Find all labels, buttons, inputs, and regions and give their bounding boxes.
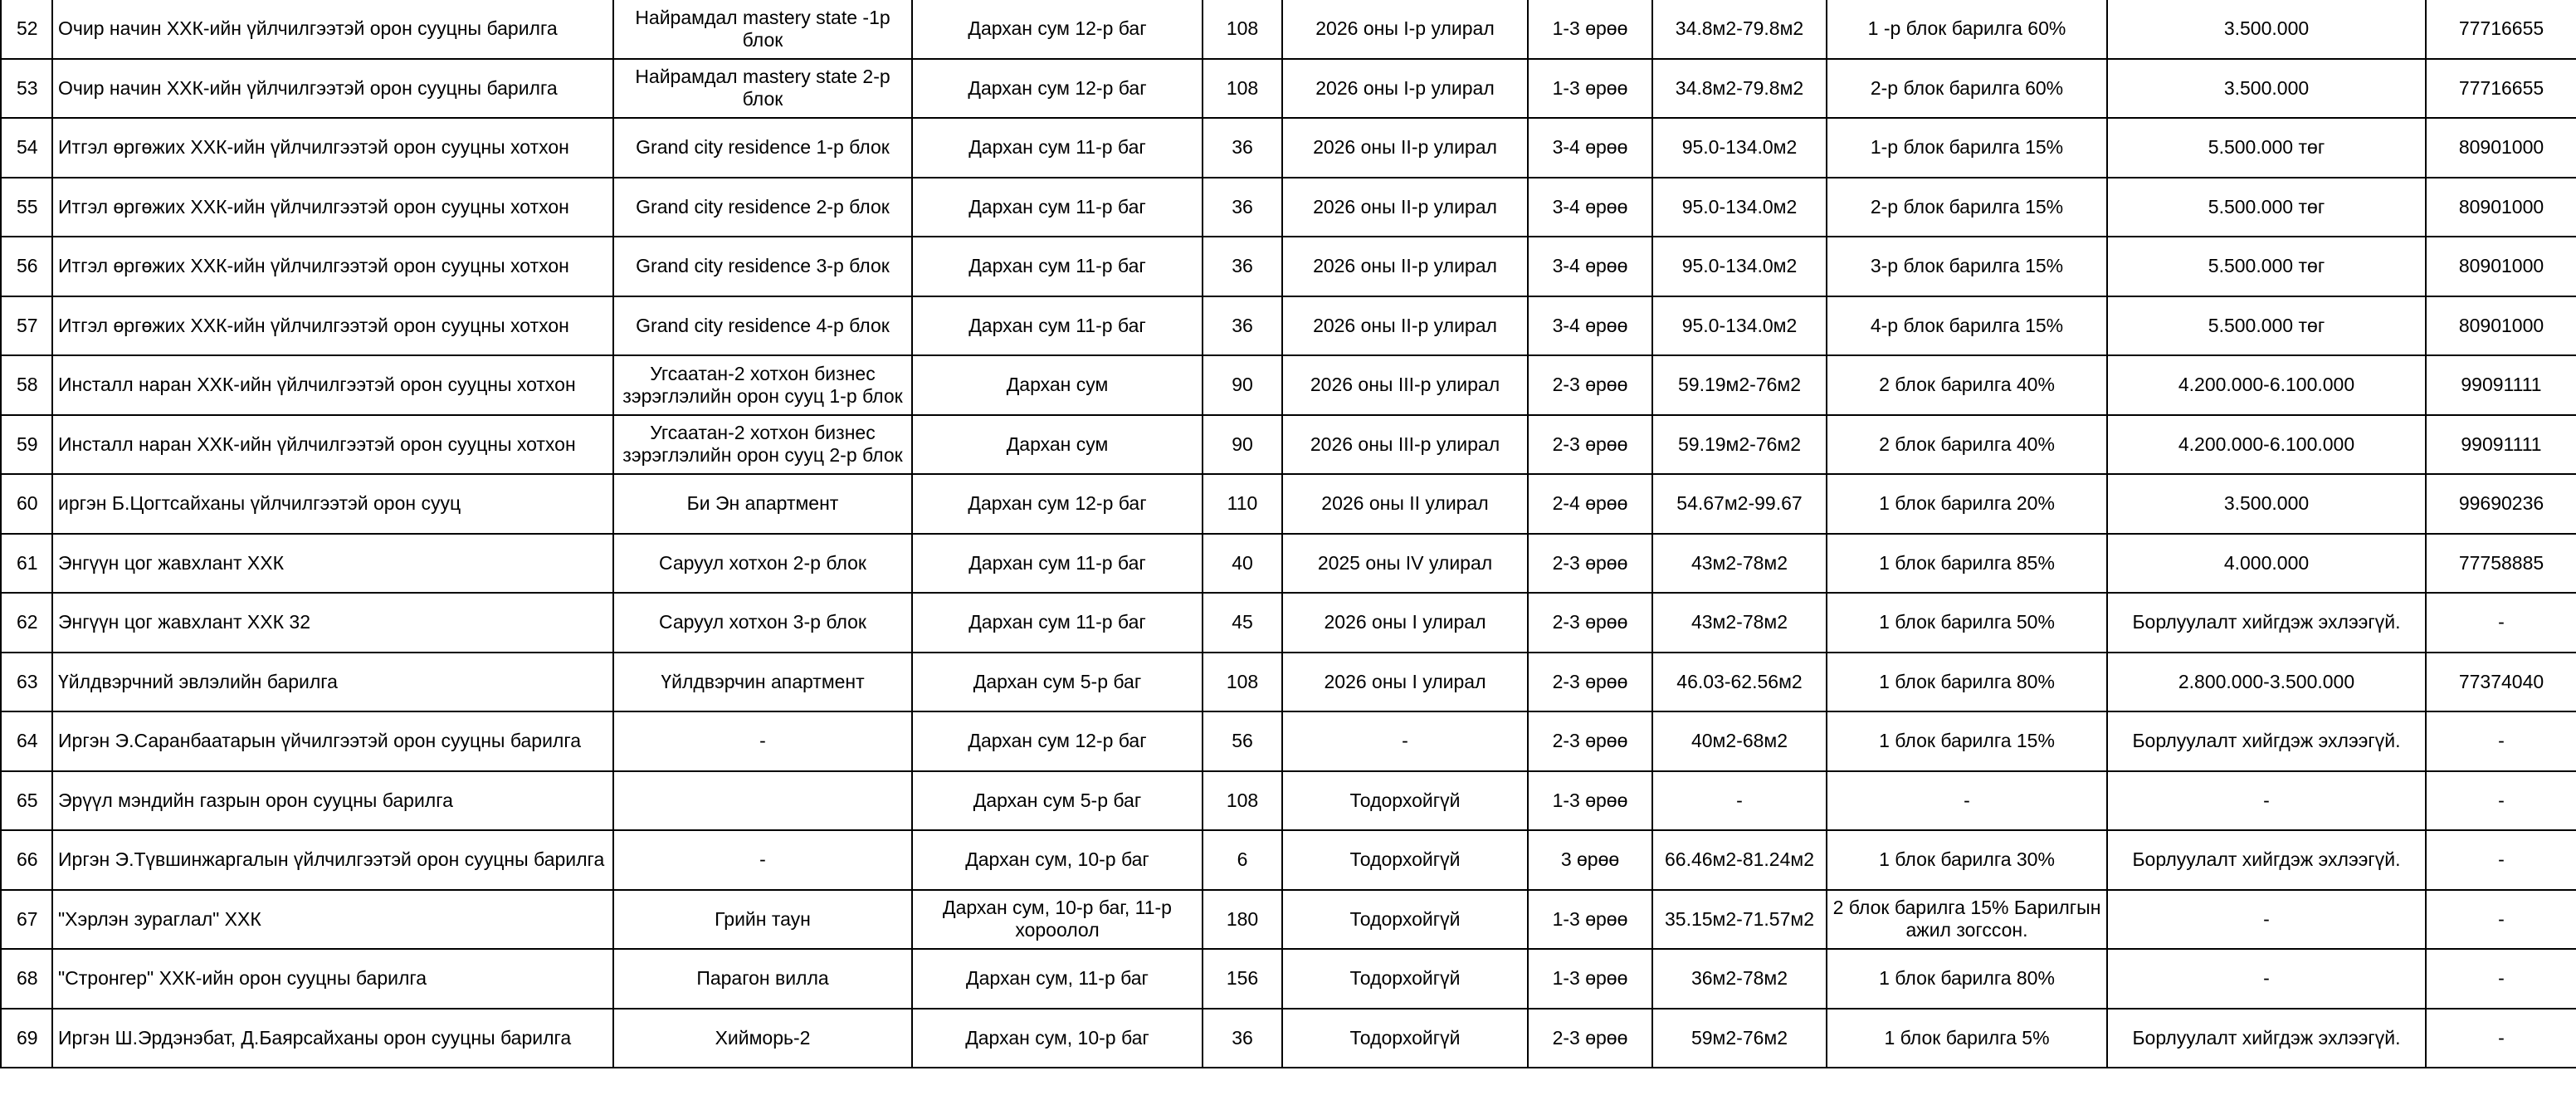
- floor-area: 54.67м2-99.67: [1652, 474, 1827, 534]
- row-number: 64: [1, 711, 52, 771]
- project-name: Би Эн апартмент: [613, 474, 912, 534]
- construction-progress: 2-р блок барилга 60%: [1827, 59, 2107, 119]
- row-number: 58: [1, 355, 52, 415]
- construction-progress: 1 блок барилга 20%: [1827, 474, 2107, 534]
- table-row: [1, 830, 2576, 890]
- project-name: Угсаатан-2 хотхон бизнес зэрэглэлийн орон сууц 2-р блок: [613, 415, 912, 475]
- contact-phone: -: [2426, 1009, 2576, 1068]
- completion-date: 2026 оны III-р улирал: [1282, 355, 1528, 415]
- floor-area: 95.0-134.0м2: [1652, 237, 1827, 296]
- row-number: 68: [1, 949, 52, 1009]
- table-row: [1, 949, 2576, 1009]
- table-row: [1, 0, 2576, 59]
- construction-progress: 2 блок барилга 40%: [1827, 415, 2107, 475]
- location: Дархан сум 11-р баг: [912, 237, 1203, 296]
- project-name: Grand city residence 1-р блок: [613, 118, 912, 178]
- organization-name: Очир начин ХХК-ийн үйлчилгээтэй орон сууцны барилга: [52, 59, 613, 119]
- organization-name: Иргэн Ш.Эрдэнэбат, Д.Баярсайханы орон сууцны барилга: [52, 1009, 613, 1068]
- price-per-m2: 3.500.000: [2107, 59, 2426, 119]
- contact-phone: 77716655: [2426, 59, 2576, 119]
- row-number: 57: [1, 296, 52, 356]
- table-row: [1, 118, 2576, 178]
- room-count: 1-3 өрөө: [1528, 771, 1652, 831]
- construction-progress: 2-р блок барилга 15%: [1827, 178, 2107, 237]
- room-count: 1-3 өрөө: [1528, 890, 1652, 950]
- project-name: Парагон вилла: [613, 949, 912, 1009]
- construction-progress: 1 -р блок барилга 60%: [1827, 0, 2107, 59]
- contact-phone: -: [2426, 771, 2576, 831]
- location: Дархан сум 12-р баг: [912, 711, 1203, 771]
- row-number: 61: [1, 534, 52, 594]
- project-name: Grand city residence 4-р блок: [613, 296, 912, 356]
- room-count: 2-3 өрөө: [1528, 593, 1652, 653]
- project-name: [613, 771, 912, 831]
- table-row: [1, 1009, 2576, 1068]
- table-row: [1, 593, 2576, 653]
- organization-name: Энгүүн цог жавхлант ХХК 32: [52, 593, 613, 653]
- unit-count: 110: [1203, 474, 1282, 534]
- project-name: Grand city residence 3-р блок: [613, 237, 912, 296]
- location: Дархан сум, 11-р баг: [912, 949, 1203, 1009]
- location: Дархан сум 12-р баг: [912, 59, 1203, 119]
- organization-name: иргэн Б.Цогтсайханы үйлчилгээтэй орон сууц: [52, 474, 613, 534]
- completion-date: 2026 оны I улирал: [1282, 593, 1528, 653]
- location: Дархан сум 12-р баг: [912, 0, 1203, 59]
- row-number: 60: [1, 474, 52, 534]
- contact-phone: -: [2426, 890, 2576, 950]
- table-row: [1, 474, 2576, 534]
- location: Дархан сум 5-р баг: [912, 653, 1203, 712]
- floor-area: 43м2-78м2: [1652, 534, 1827, 594]
- contact-phone: -: [2426, 711, 2576, 771]
- completion-date: Тодорхойгүй: [1282, 830, 1528, 890]
- contact-phone: -: [2426, 830, 2576, 890]
- row-number: 66: [1, 830, 52, 890]
- organization-name: Эрүүл мэндийн газрын орон сууцны барилга: [52, 771, 613, 831]
- project-name: Грийн таун: [613, 890, 912, 950]
- table-row: [1, 415, 2576, 475]
- contact-phone: -: [2426, 593, 2576, 653]
- construction-progress: 1 блок барилга 80%: [1827, 949, 2107, 1009]
- room-count: 2-3 өрөө: [1528, 653, 1652, 712]
- construction-progress: 1 блок барилга 30%: [1827, 830, 2107, 890]
- room-count: 3 өрөө: [1528, 830, 1652, 890]
- price-per-m2: Борлуулалт хийгдэж эхлээгүй.: [2107, 711, 2426, 771]
- floor-area: 95.0-134.0м2: [1652, 178, 1827, 237]
- price-per-m2: Борлуулалт хийгдэж эхлээгүй.: [2107, 830, 2426, 890]
- floor-area: 46.03-62.56м2: [1652, 653, 1827, 712]
- price-per-m2: 2.800.000-3.500.000: [2107, 653, 2426, 712]
- location: Дархан сум: [912, 355, 1203, 415]
- row-number: 65: [1, 771, 52, 831]
- row-number: 59: [1, 415, 52, 475]
- price-per-m2: -: [2107, 890, 2426, 950]
- location: Дархан сум, 10-р баг: [912, 830, 1203, 890]
- construction-progress: 1-р блок барилга 15%: [1827, 118, 2107, 178]
- organization-name: Иргэн Э.Саранбаатарын үйчилгээтэй орон сууцны барилга: [52, 711, 613, 771]
- project-name: Grand city residence 2-р блок: [613, 178, 912, 237]
- room-count: 3-4 өрөө: [1528, 118, 1652, 178]
- completion-date: 2026 оны III-р улирал: [1282, 415, 1528, 475]
- floor-area: 59м2-76м2: [1652, 1009, 1827, 1068]
- floor-area: 43м2-78м2: [1652, 593, 1827, 653]
- unit-count: 36: [1203, 296, 1282, 356]
- room-count: 3-4 өрөө: [1528, 296, 1652, 356]
- location: Дархан сум: [912, 415, 1203, 475]
- contact-phone: 77758885: [2426, 534, 2576, 594]
- project-name: -: [613, 711, 912, 771]
- price-per-m2: 5.500.000 төг: [2107, 296, 2426, 356]
- price-per-m2: Борлуулалт хийгдэж эхлээгүй.: [2107, 593, 2426, 653]
- unit-count: 108: [1203, 59, 1282, 119]
- location: Дархан сум 5-р баг: [912, 771, 1203, 831]
- table-row: [1, 653, 2576, 712]
- price-per-m2: 5.500.000 төг: [2107, 118, 2426, 178]
- location: Дархан сум 11-р баг: [912, 178, 1203, 237]
- completion-date: 2026 оны II-р улирал: [1282, 237, 1528, 296]
- location: Дархан сум 11-р баг: [912, 296, 1203, 356]
- table-row: [1, 534, 2576, 594]
- floor-area: 59.19м2-76м2: [1652, 415, 1827, 475]
- completion-date: 2026 оны II-р улирал: [1282, 178, 1528, 237]
- table-row: [1, 178, 2576, 237]
- contact-phone: 80901000: [2426, 296, 2576, 356]
- room-count: 2-3 өрөө: [1528, 534, 1652, 594]
- unit-count: 36: [1203, 178, 1282, 237]
- room-count: 2-3 өрөө: [1528, 415, 1652, 475]
- location: Дархан сум 11-р баг: [912, 593, 1203, 653]
- room-count: 1-3 өрөө: [1528, 59, 1652, 119]
- contact-phone: 99091111: [2426, 355, 2576, 415]
- construction-progress: -: [1827, 771, 2107, 831]
- table-body: [1, 0, 2576, 1068]
- unit-count: 180: [1203, 890, 1282, 950]
- organization-name: Итгэл өргөжих ХХК-ийн үйлчилгээтэй орон сууцны хотхон: [52, 178, 613, 237]
- table-row: [1, 771, 2576, 831]
- price-per-m2: 5.500.000 төг: [2107, 178, 2426, 237]
- contact-phone: -: [2426, 949, 2576, 1009]
- contact-phone: 99091111: [2426, 415, 2576, 475]
- location: Дархан сум, 10-р баг: [912, 1009, 1203, 1068]
- room-count: 1-3 өрөө: [1528, 949, 1652, 1009]
- unit-count: 108: [1203, 653, 1282, 712]
- completion-date: 2026 оны II улирал: [1282, 474, 1528, 534]
- organization-name: Иргэн Э.Түвшинжаргалын үйлчилгээтэй орон сууцны барилга: [52, 830, 613, 890]
- row-number: 56: [1, 237, 52, 296]
- row-number: 53: [1, 59, 52, 119]
- table-row: [1, 355, 2576, 415]
- floor-area: 95.0-134.0м2: [1652, 118, 1827, 178]
- contact-phone: 77374040: [2426, 653, 2576, 712]
- price-per-m2: 4.200.000-6.100.000: [2107, 415, 2426, 475]
- unit-count: 156: [1203, 949, 1282, 1009]
- floor-area: 36м2-78м2: [1652, 949, 1827, 1009]
- unit-count: 108: [1203, 0, 1282, 59]
- completion-date: Тодорхойгүй: [1282, 949, 1528, 1009]
- contact-phone: 80901000: [2426, 178, 2576, 237]
- price-per-m2: 3.500.000: [2107, 0, 2426, 59]
- price-per-m2: 4.000.000: [2107, 534, 2426, 594]
- row-number: 69: [1, 1009, 52, 1068]
- completion-date: Тодорхойгүй: [1282, 890, 1528, 950]
- organization-name: Итгэл өргөжих ХХК-ийн үйлчилгээтэй орон сууцны хотхон: [52, 237, 613, 296]
- contact-phone: 80901000: [2426, 237, 2576, 296]
- table-row: [1, 59, 2576, 119]
- organization-name: Инсталл наран ХХК-ийн үйлчилгээтэй орон сууцны хотхон: [52, 355, 613, 415]
- organization-name: Очир начин ХХК-ийн үйлчилгээтэй орон сууцны барилга: [52, 0, 613, 59]
- project-name: Найрамдал mastery state 2-р блок: [613, 59, 912, 119]
- table-row: [1, 237, 2576, 296]
- floor-area: 34.8м2-79.8м2: [1652, 0, 1827, 59]
- unit-count: 36: [1203, 1009, 1282, 1068]
- room-count: 2-3 өрөө: [1528, 1009, 1652, 1068]
- floor-area: 40м2-68м2: [1652, 711, 1827, 771]
- project-name: Саруул хотхон 2-р блок: [613, 534, 912, 594]
- organization-name: Энгүүн цог жавхлант ХХК: [52, 534, 613, 594]
- unit-count: 90: [1203, 415, 1282, 475]
- room-count: 1-3 өрөө: [1528, 0, 1652, 59]
- project-name: Угсаатан-2 хотхон бизнес зэрэглэлийн орон сууц 1-р блок: [613, 355, 912, 415]
- floor-area: -: [1652, 771, 1827, 831]
- row-number: 63: [1, 653, 52, 712]
- room-count: 2-3 өрөө: [1528, 711, 1652, 771]
- location: Дархан сум 12-р баг: [912, 474, 1203, 534]
- organization-name: Итгэл өргөжих ХХК-ийн үйлчилгээтэй орон сууцны хотхон: [52, 296, 613, 356]
- table-row: [1, 890, 2576, 950]
- price-per-m2: 3.500.000: [2107, 474, 2426, 534]
- organization-name: Итгэл өргөжих ХХК-ийн үйлчилгээтэй орон сууцны хотхон: [52, 118, 613, 178]
- price-per-m2: 5.500.000 төг: [2107, 237, 2426, 296]
- row-number: 54: [1, 118, 52, 178]
- contact-phone: 80901000: [2426, 118, 2576, 178]
- construction-progress: 1 блок барилга 5%: [1827, 1009, 2107, 1068]
- row-number: 52: [1, 0, 52, 59]
- price-per-m2: -: [2107, 771, 2426, 831]
- contact-phone: 77716655: [2426, 0, 2576, 59]
- unit-count: 6: [1203, 830, 1282, 890]
- row-number: 55: [1, 178, 52, 237]
- completion-date: -: [1282, 711, 1528, 771]
- location: Дархан сум 11-р баг: [912, 534, 1203, 594]
- organization-name: "Хэрлэн зураглал" ХХК: [52, 890, 613, 950]
- project-name: Хийморь-2: [613, 1009, 912, 1068]
- price-per-m2: Борлуулалт хийгдэж эхлээгүй.: [2107, 1009, 2426, 1068]
- completion-date: 2026 оны I улирал: [1282, 653, 1528, 712]
- completion-date: Тодорхойгүй: [1282, 771, 1528, 831]
- floor-area: 66.46м2-81.24м2: [1652, 830, 1827, 890]
- location: Дархан сум, 10-р баг, 11-р хороолол: [912, 890, 1203, 950]
- floor-area: 95.0-134.0м2: [1652, 296, 1827, 356]
- unit-count: 36: [1203, 118, 1282, 178]
- completion-date: 2026 оны II-р улирал: [1282, 296, 1528, 356]
- organization-name: Инсталл наран ХХК-ийн үйлчилгээтэй орон сууцны хотхон: [52, 415, 613, 475]
- organization-name: "Стронгер" ХХК-ийн орон сууцны барилга: [52, 949, 613, 1009]
- project-name: Найрамдал mastery state -1р блок: [613, 0, 912, 59]
- table-row: [1, 296, 2576, 356]
- row-number: 67: [1, 890, 52, 950]
- unit-count: 36: [1203, 237, 1282, 296]
- unit-count: 90: [1203, 355, 1282, 415]
- unit-count: 108: [1203, 771, 1282, 831]
- room-count: 2-4 өрөө: [1528, 474, 1652, 534]
- completion-date: Тодорхойгүй: [1282, 1009, 1528, 1068]
- construction-progress: 4-р блок барилга 15%: [1827, 296, 2107, 356]
- floor-area: 35.15м2-71.57м2: [1652, 890, 1827, 950]
- row-number: 62: [1, 593, 52, 653]
- unit-count: 56: [1203, 711, 1282, 771]
- completion-date: 2026 оны I-р улирал: [1282, 0, 1528, 59]
- organization-name: Үйлдвэрчний эвлэлийн барилга: [52, 653, 613, 712]
- contact-phone: 99690236: [2426, 474, 2576, 534]
- completion-date: 2026 оны II-р улирал: [1282, 118, 1528, 178]
- construction-progress: 1 блок барилга 85%: [1827, 534, 2107, 594]
- unit-count: 40: [1203, 534, 1282, 594]
- construction-progress: 2 блок барилга 40%: [1827, 355, 2107, 415]
- completion-date: 2026 оны I-р улирал: [1282, 59, 1528, 119]
- project-name: Саруул хотхон 3-р блок: [613, 593, 912, 653]
- floor-area: 59.19м2-76м2: [1652, 355, 1827, 415]
- price-per-m2: 4.200.000-6.100.000: [2107, 355, 2426, 415]
- price-per-m2: -: [2107, 949, 2426, 1009]
- construction-progress: 2 блок барилга 15% Барилгын ажил зогссон.: [1827, 890, 2107, 950]
- construction-progress: 1 блок барилга 50%: [1827, 593, 2107, 653]
- construction-progress: 3-р блок барилга 15%: [1827, 237, 2107, 296]
- table-row: [1, 711, 2576, 771]
- completion-date: 2025 оны IV улирал: [1282, 534, 1528, 594]
- unit-count: 45: [1203, 593, 1282, 653]
- construction-progress: 1 блок барилга 15%: [1827, 711, 2107, 771]
- room-count: 3-4 өрөө: [1528, 237, 1652, 296]
- project-name: -: [613, 830, 912, 890]
- room-count: 2-3 өрөө: [1528, 355, 1652, 415]
- floor-area: 34.8м2-79.8м2: [1652, 59, 1827, 119]
- project-name: Үйлдвэрчин апартмент: [613, 653, 912, 712]
- room-count: 3-4 өрөө: [1528, 178, 1652, 237]
- location: Дархан сум 11-р баг: [912, 118, 1203, 178]
- construction-progress: 1 блок барилга 80%: [1827, 653, 2107, 712]
